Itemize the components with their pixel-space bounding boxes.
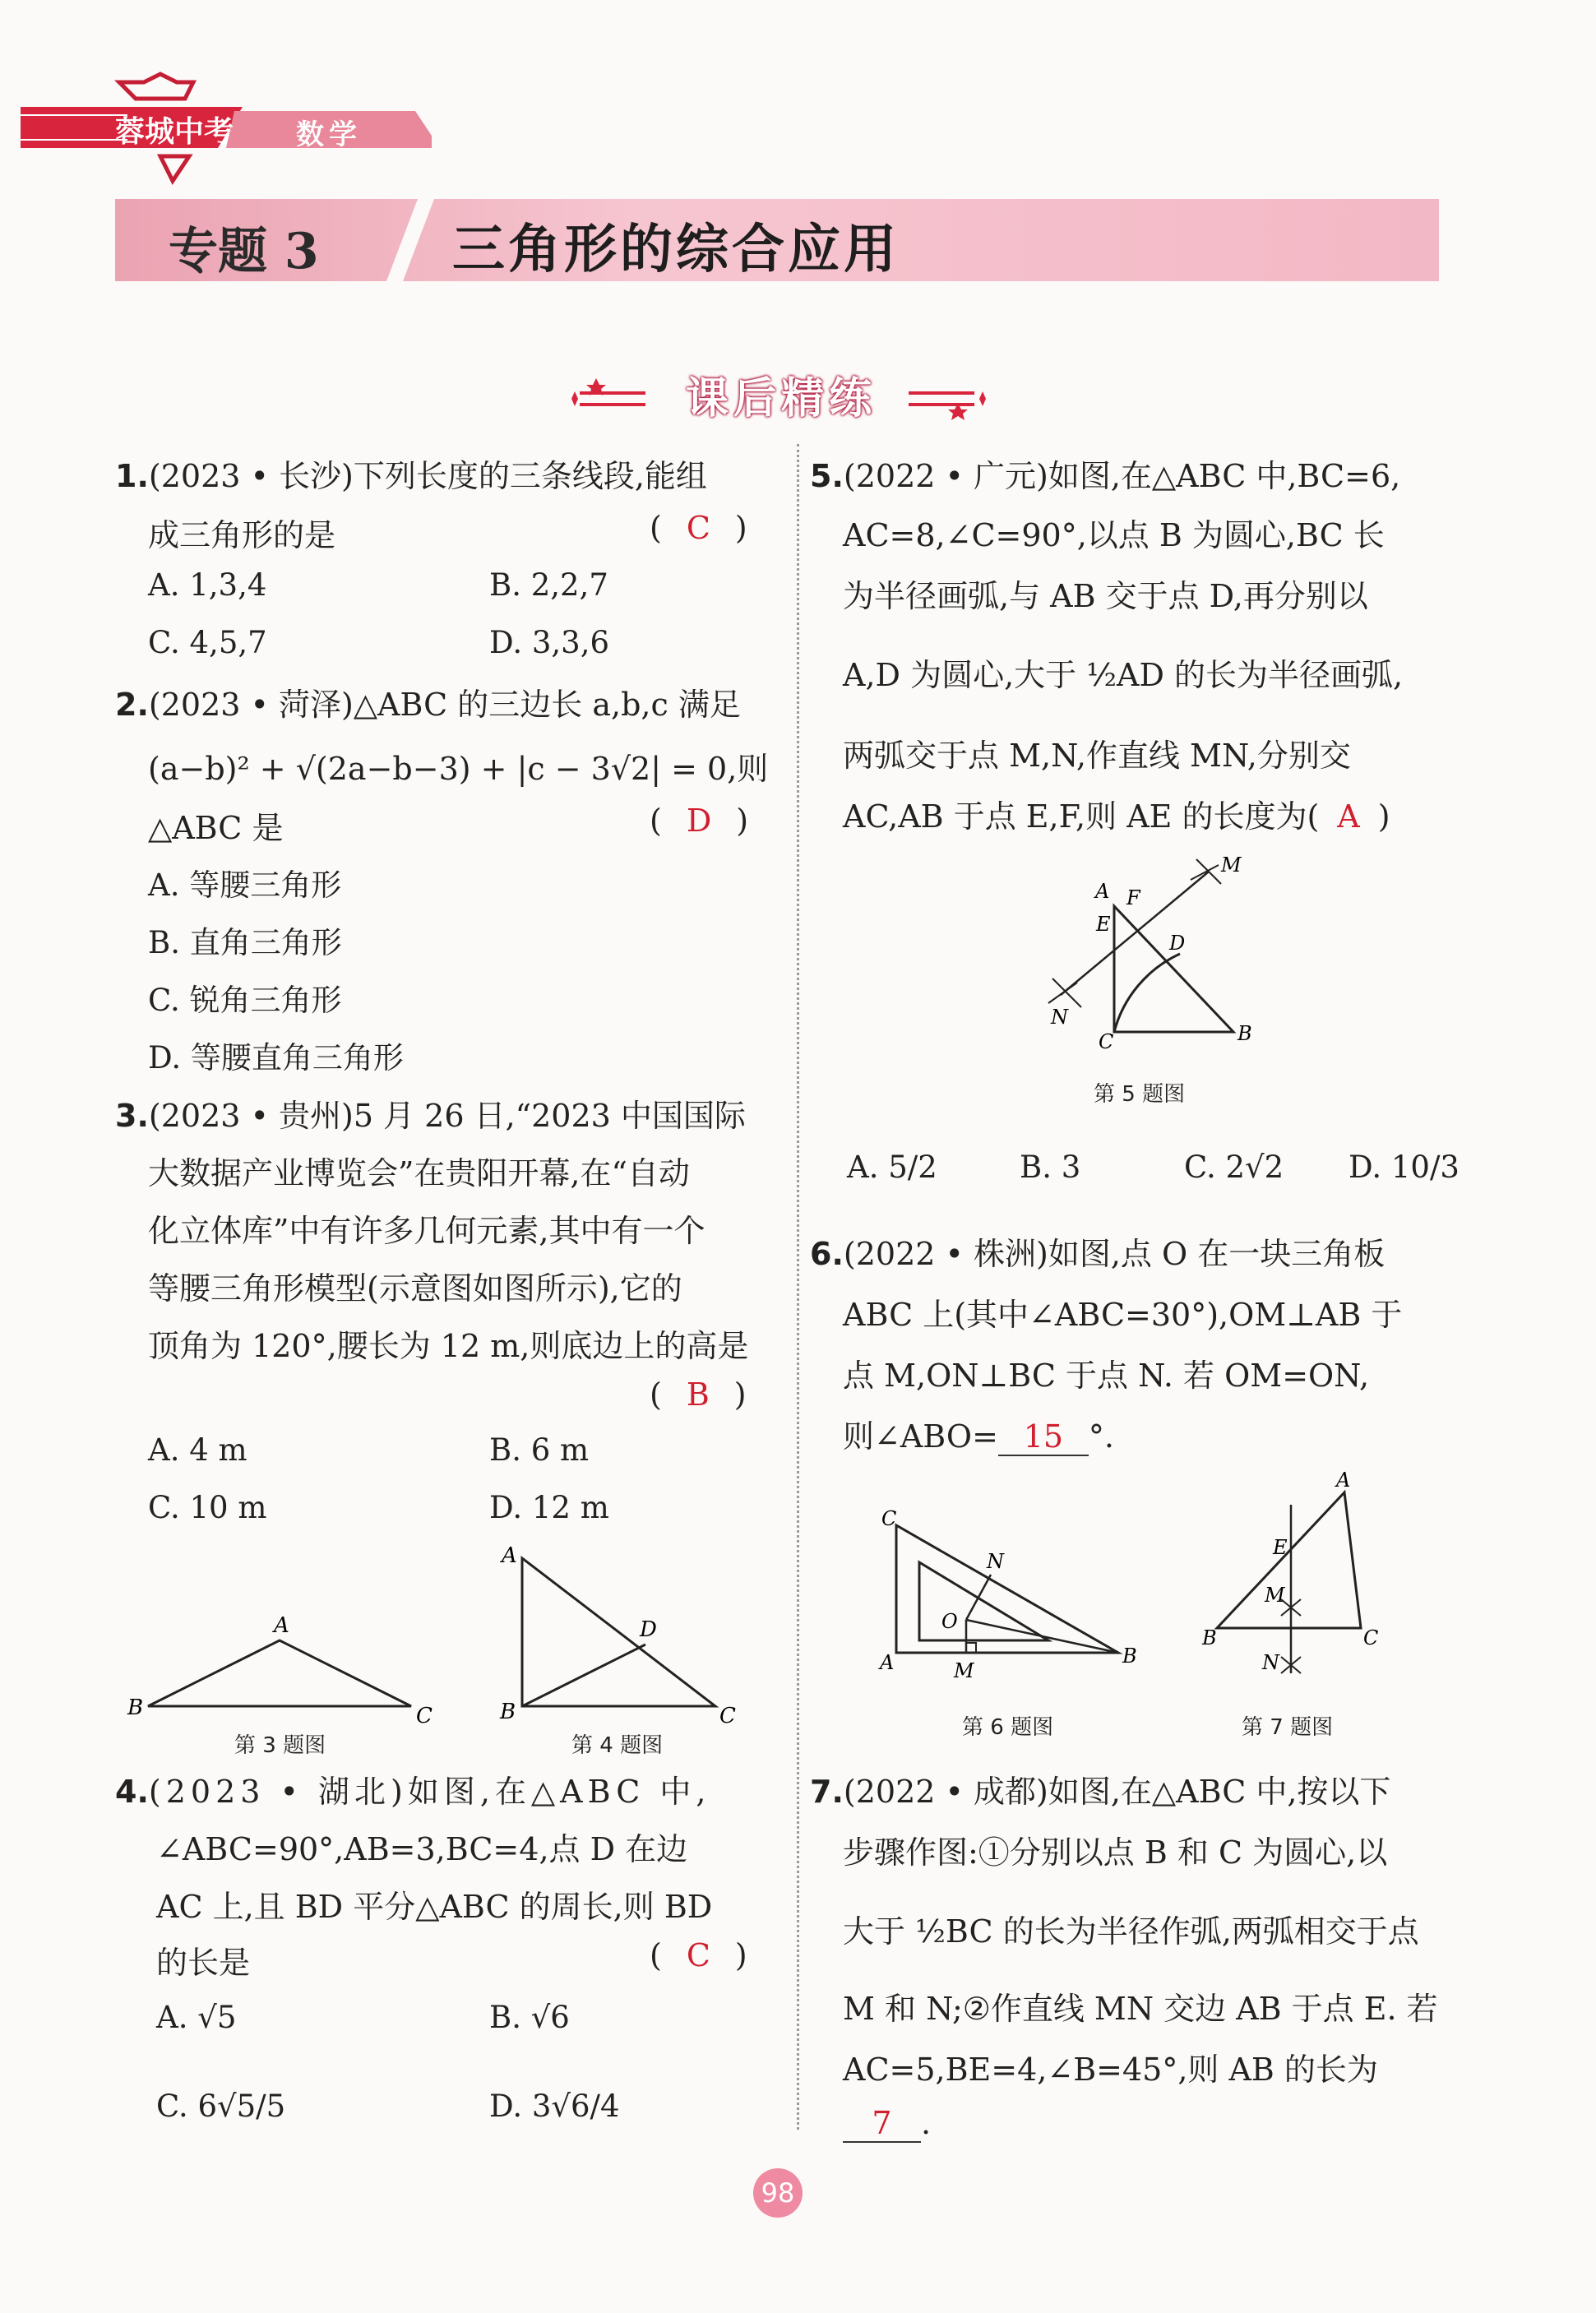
fig5-label-c: C [1099,1030,1114,1053]
page-number: 98 [753,2168,803,2218]
fig4-label-a: A [502,1543,517,1568]
fig7-label-a: A [1336,1472,1351,1492]
q4-text-line1: (2023 • 湖北)如图,在△ABC 中, [148,1774,711,1810]
figure-3 [123,1603,444,1727]
q6-text-line3: 点 M,ON⊥BC 于点 N. 若 OM=ON, [843,1358,1370,1394]
q7-number: 7. [810,1774,844,1810]
q5-option-d: D. 10/3 [1349,1150,1460,1185]
fig5-label-e: E [1096,913,1111,936]
q3-option-c: C. 10 m [148,1490,267,1525]
q5-text-line6: AC,AB 于点 E,F,则 AE 的长度为( [843,798,1320,835]
topic-number: 专题 3 [169,223,319,280]
fig7-label-e: E [1273,1536,1288,1559]
q6-number: 6. [810,1236,844,1272]
figure-5 [1036,855,1283,1061]
fig7-label-n: N [1262,1651,1279,1674]
figure-7 [1192,1472,1406,1686]
q5-option-c: C. 2√2 [1184,1150,1284,1185]
q2-option-a: A. 等腰三角形 [148,867,342,903]
figure-3-caption: 第 3 题图 [234,1733,326,1758]
figure-7-caption: 第 7 题图 [1242,1715,1334,1740]
q5-text-line1: (2022 • 广元)如图,在△ABC 中,BC=6, [843,458,1401,494]
q5-text-line5: 两弧交于点 M,N,作直线 MN,分别交 [843,738,1351,774]
fig4-label-b: B [500,1700,516,1724]
q3-option-b: B. 6 m [489,1432,590,1468]
q4-number: 4. [115,1774,149,1810]
fig3-label-c: C [416,1704,433,1727]
q3-answer: B [686,1376,710,1413]
fig6-label-b: B [1122,1645,1137,1668]
fig5-label-m: M [1221,855,1242,877]
q1-option-d: D. 3,3,6 [489,625,610,660]
q4-text-line2: ∠ABC=90°,AB=3,BC=4,点 D 在边 [156,1831,688,1867]
fig7-label-b: B [1202,1626,1217,1649]
q1-option-a: A. 1,3,4 [148,567,267,603]
figure-5-caption: 第 5 题图 [1094,1082,1186,1107]
q3-text-line5: 顶角为 120°,腰长为 12 m,则底边上的高是 [148,1328,749,1364]
q3-text-line4: 等腰三角形模型(示意图如图所示),它的 [148,1270,682,1307]
q5-option-a: A. 5/2 [847,1150,937,1185]
q7-end: . [921,2105,932,2141]
q4-option-d: D. 3√6/4 [489,2089,620,2124]
fig3-label-b: B [127,1695,144,1720]
fig5-label-a: A [1095,880,1110,903]
q7-text-line5: AC=5,BE=4,∠B=45°,则 AB 的长为 [843,2052,1378,2088]
q4-option-c: C. 6√5/5 [156,2089,286,2124]
q6-text-line1: (2022 • 株洲)如图,点 O 在一块三角板 [843,1236,1386,1272]
q1-text-line2: 成三角形的是 [148,517,336,553]
q5-text-line2: AC=8,∠C=90°,以点 B 为圆心,BC 长 [843,517,1385,553]
fig4-label-c: C [719,1704,736,1727]
subject-label: 数学 [296,118,362,151]
column-divider [797,444,799,2130]
q6-answer-blank: 15 [998,1418,1089,1456]
q3-option-a: A. 4 m [148,1432,247,1468]
q5-option-b: B. 3 [1020,1150,1081,1185]
q3-text-line1: (2023 • 贵州)5 月 26 日,“2023 中国国际 [148,1098,746,1134]
fig7-label-c: C [1363,1626,1379,1649]
q6-degree: °. [1088,1418,1114,1455]
q3-number: 3. [115,1098,149,1134]
q3-text-line3: 化立体库”中有许多几何元素,其中有一个 [148,1213,705,1249]
fig5-label-b: B [1237,1022,1252,1045]
q1-number: 1. [115,458,149,494]
q1-option-c: C. 4,5,7 [148,625,267,660]
figure-4 [493,1538,740,1727]
q2-text-line2: (a−b)² + √(2a−b−3) + |c − 3√2| = 0,则 [148,751,769,787]
fig6-label-m: M [954,1659,974,1682]
q5-number: 5. [810,458,844,494]
q2-option-d: D. 等腰直角三角形 [148,1040,404,1076]
topic-slash [386,199,436,281]
q1-answer: C [686,510,710,546]
fig6-label-c: C [881,1507,897,1530]
q2-option-b: B. 直角三角形 [148,925,342,960]
q4-option-a: A. √5 [156,2000,237,2035]
q5-text-line4: A,D 为圆心,大于 ½AD 的长为半径画弧, [843,657,1404,693]
section-title: 课后精练 [685,374,877,423]
q2-text-line3: △ABC 是 [148,810,284,846]
fig3-label-a: A [274,1613,289,1638]
fig4-label-d: D [640,1617,657,1642]
q5-answer: A [1337,798,1360,835]
q4-option-b: B. √6 [489,2000,570,2035]
q4-text-line4: 的长是 [156,1945,251,1981]
q1-option-b: B. 2,2,7 [489,567,608,603]
fig7-label-m: M [1265,1584,1285,1607]
figure-6 [872,1505,1151,1686]
q7-text-line4: M 和 N;②作直线 MN 交边 AB 于点 E. 若 [843,1991,1438,2027]
q1-text-line1: (2023 • 长沙)下列长度的三条线段,能组 [148,458,707,494]
q4-answer: C [686,1937,710,1973]
q7-text-line3: 大于 ½BC 的长为半径作弧,两弧相交于点 [843,1913,1419,1950]
q3-option-d: D. 12 m [489,1490,609,1525]
figure-4-caption: 第 4 题图 [571,1733,664,1758]
fig6-label-a: A [880,1651,895,1674]
fig5-label-n: N [1051,1006,1068,1029]
q4-text-line3: AC 上,且 BD 平分△ABC 的周长,则 BD [156,1889,713,1925]
fig6-label-o: O [941,1610,958,1633]
q2-text-line1: (2023 • 菏泽)△ABC 的三边长 a,b,c 满足 [148,687,741,723]
q6-text-line2: ABC 上(其中∠ABC=30°),OM⊥AB 于 [843,1297,1403,1333]
brand-name: 蓉城中考 [115,115,234,149]
fig5-label-d: D [1169,932,1186,955]
topic-title: 三角形的综合应用 [452,219,900,280]
q2-number: 2. [115,687,149,723]
q2-answer: D [686,803,712,839]
q6-text-line4: 则∠ABO= [843,1418,998,1455]
q7-answer-blank: 7 [843,2105,921,2143]
q5-text-line3: 为半径画弧,与 AB 交于点 D,再分别以 [843,578,1368,614]
q7-text-line1: (2022 • 成都)如图,在△ABC 中,按以下 [843,1774,1391,1810]
fig5-label-f: F [1126,886,1140,909]
q3-text-line2: 大数据产业博览会”在贵阳开幕,在“自动 [148,1155,690,1191]
q7-text-line2: 步骤作图:①分别以点 B 和 C 为圆心,以 [843,1834,1388,1871]
q2-option-c: C. 锐角三角形 [148,983,342,1018]
fig6-label-n: N [987,1550,1004,1573]
figure-6-caption: 第 6 题图 [962,1715,1054,1740]
